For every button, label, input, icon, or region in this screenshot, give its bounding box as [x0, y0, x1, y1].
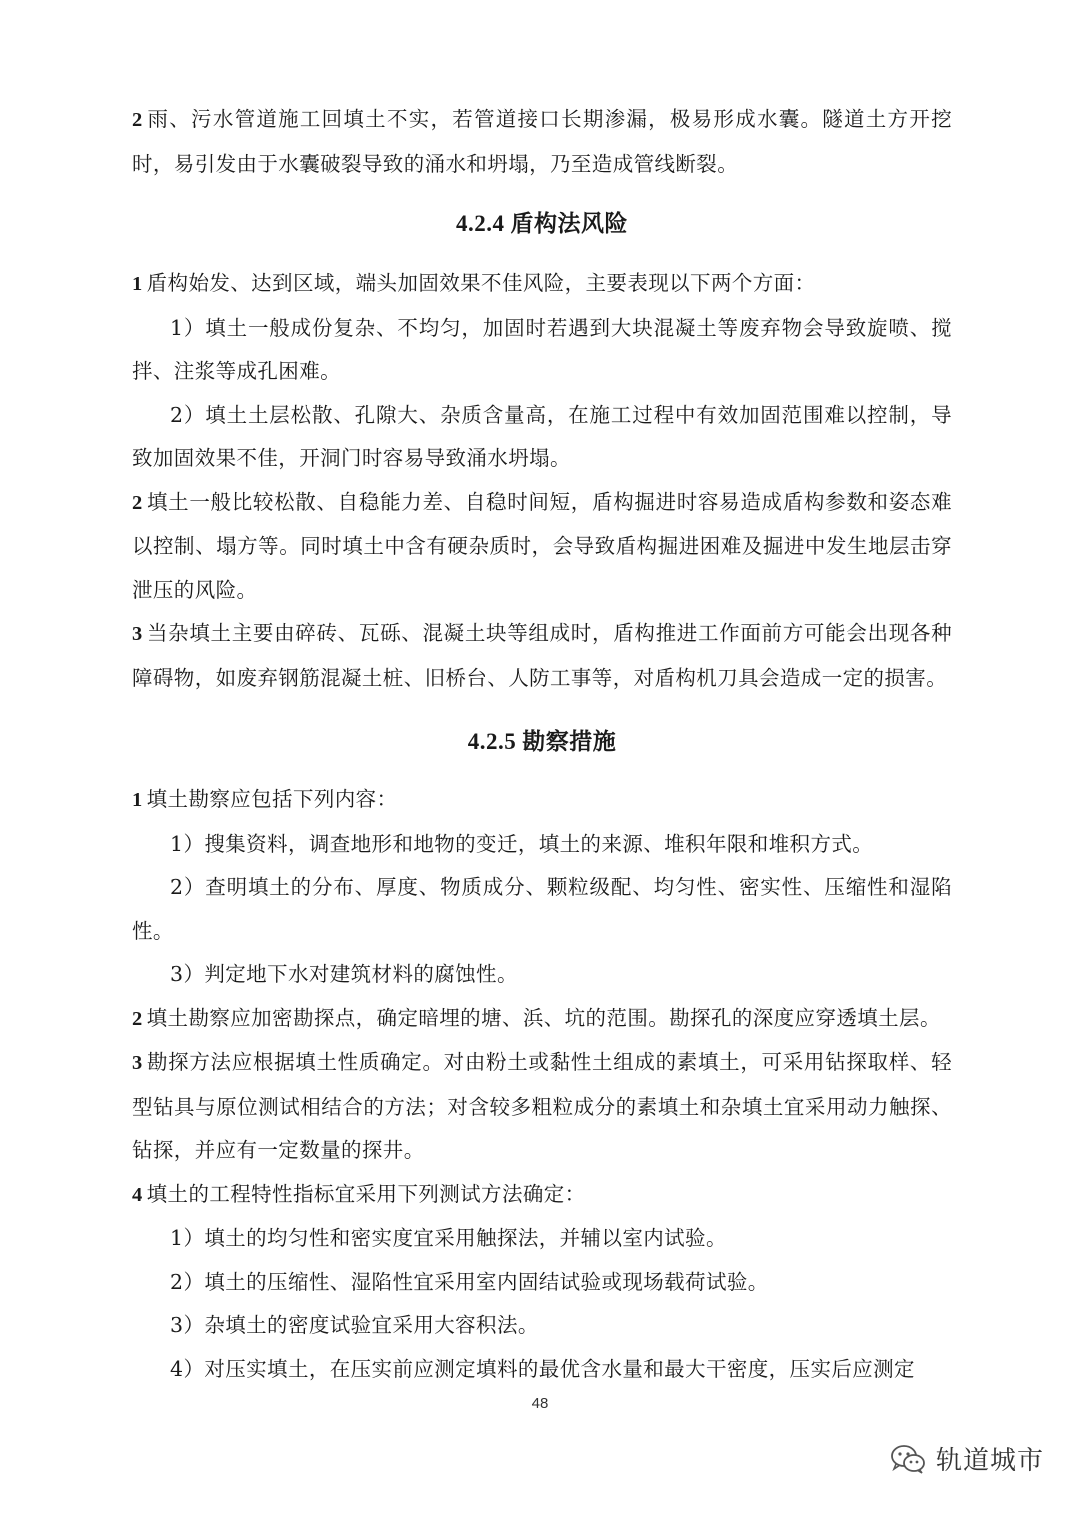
- item-number: 2: [132, 1007, 143, 1030]
- watermark-text: 轨道城市: [935, 1446, 1044, 1476]
- s425-subitem-3: 3）判定地下水对建筑材料的腐蚀性。: [170, 962, 518, 986]
- item-text: 盾构始发、达到区域，端头加固效果不佳风险，主要表现以下两个方面：: [146, 271, 816, 295]
- s425-item4-subitem-3: 3）杂填土的密度试验宜采用大容积法。: [170, 1313, 539, 1337]
- item-text: 勘探方法应根据填土性质确定。对由粉土或黏性土组成的素填土，可采用钻探取样、轻型钻具与原位测试相结合的方法；对含较多粗粒成分的素填土和杂填土宜采用动力触探、钻探，并应有一定数量的探井。: [132, 1050, 952, 1162]
- item-text: 当杂填土主要由碎砖、瓦砾、混凝土块等组成时，盾构推进工作面前方可能会出现各种障碍物，如废弃钢筋混凝土桩、旧桥台、人防工事等，对盾构机刀具会造成一定的损害。: [132, 621, 952, 690]
- item-number: 1: [132, 789, 143, 811]
- s425-item4-subitem-1: 1）填土的均匀性和密实度宜采用触探法，并辅以室内试验。: [170, 1226, 727, 1250]
- paragraph-2-top: [132, 98, 952, 186]
- page-number: 48: [531, 1395, 549, 1412]
- s424-subitem-1: 1）填土一般成份复杂、不均匀，加固时若遇到大块混凝土等废弃物会导致旋喷、搅拌、注浆等成孔困难。: [132, 315, 952, 383]
- item-text: 填土勘察应包括下列内容：: [146, 787, 398, 811]
- item-text: 填土的工程特性指标宜采用下列测试方法确定：: [146, 1181, 586, 1206]
- item-number: 2: [132, 109, 143, 131]
- source-watermark: [890, 1440, 1044, 1477]
- section-title: 勘察措施: [522, 729, 617, 755]
- s424-subitem-2: 2）填土土层松散、孔隙大、杂质含量高，在施工过程中有效加固范围难以控制，导致加固效果不佳，开洞门时容易导致涌水坍塌。: [132, 402, 952, 470]
- s424-item-1: [132, 262, 952, 307]
- s424-item-2: [132, 481, 952, 613]
- item-text: 填土一般比较松散、自稳能力差、自稳时间短，盾构掘进时容易造成盾构参数和姿态难以控制、塌方等。同时填土中含有硬杂质时，会导致盾构掘进困难及掘进中发生地层击穿泄压的风险。: [132, 489, 952, 602]
- s425-item4-subitem-2: 2）填土的压缩性、湿陷性宜采用室内固结试验或现场载荷试验。: [170, 1269, 769, 1294]
- item-number: 2: [132, 491, 143, 514]
- s425-subitem-1: 1）搜集资料，调查地形和地物的变迁，填土的来源、堆积年限和堆积方式。: [170, 831, 874, 856]
- section-title: 盾构法风险: [510, 211, 628, 237]
- item-number: 1: [132, 273, 143, 295]
- paragraph-text: 雨、污水管道施工回填土不实，若管道接口长期渗漏，极易形成水囊。隧道土方开挖时，易引发由于水囊破裂导致的涌水和坍塌，乃至造成管线断裂。: [132, 107, 952, 176]
- s425-item-3: [132, 1041, 952, 1173]
- section-heading-4-2-4: [132, 202, 952, 246]
- s425-item4-subitem-4: 4）对压实填土，在压实前应测定填料的最优含水量和最大干密度，压实后应测定: [170, 1356, 915, 1381]
- item-number: 3: [132, 1052, 143, 1074]
- section-heading-4-2-5: [132, 720, 952, 764]
- document-body: [132, 98, 952, 1391]
- item-number: 4: [132, 1183, 143, 1206]
- s425-subitem-2: 2）查明填土的分布、厚度、物质成分、颗粒级配、均匀性、密实性、压缩性和湿陷性。: [132, 875, 952, 943]
- item-text: 填土勘察应加密勘探点，确定暗埋的塘、浜、坑的范围。勘探孔的深度应穿透填土层。: [146, 1005, 941, 1030]
- s425-item-4: [132, 1173, 952, 1218]
- section-number: 4.2.5: [467, 729, 517, 754]
- s425-item-2: [132, 997, 952, 1042]
- wechat-icon: [890, 1444, 926, 1474]
- item-number: 3: [132, 623, 143, 645]
- s425-item-1: [132, 778, 952, 823]
- s424-item-3: [132, 612, 952, 700]
- section-number: 4.2.4: [456, 211, 505, 236]
